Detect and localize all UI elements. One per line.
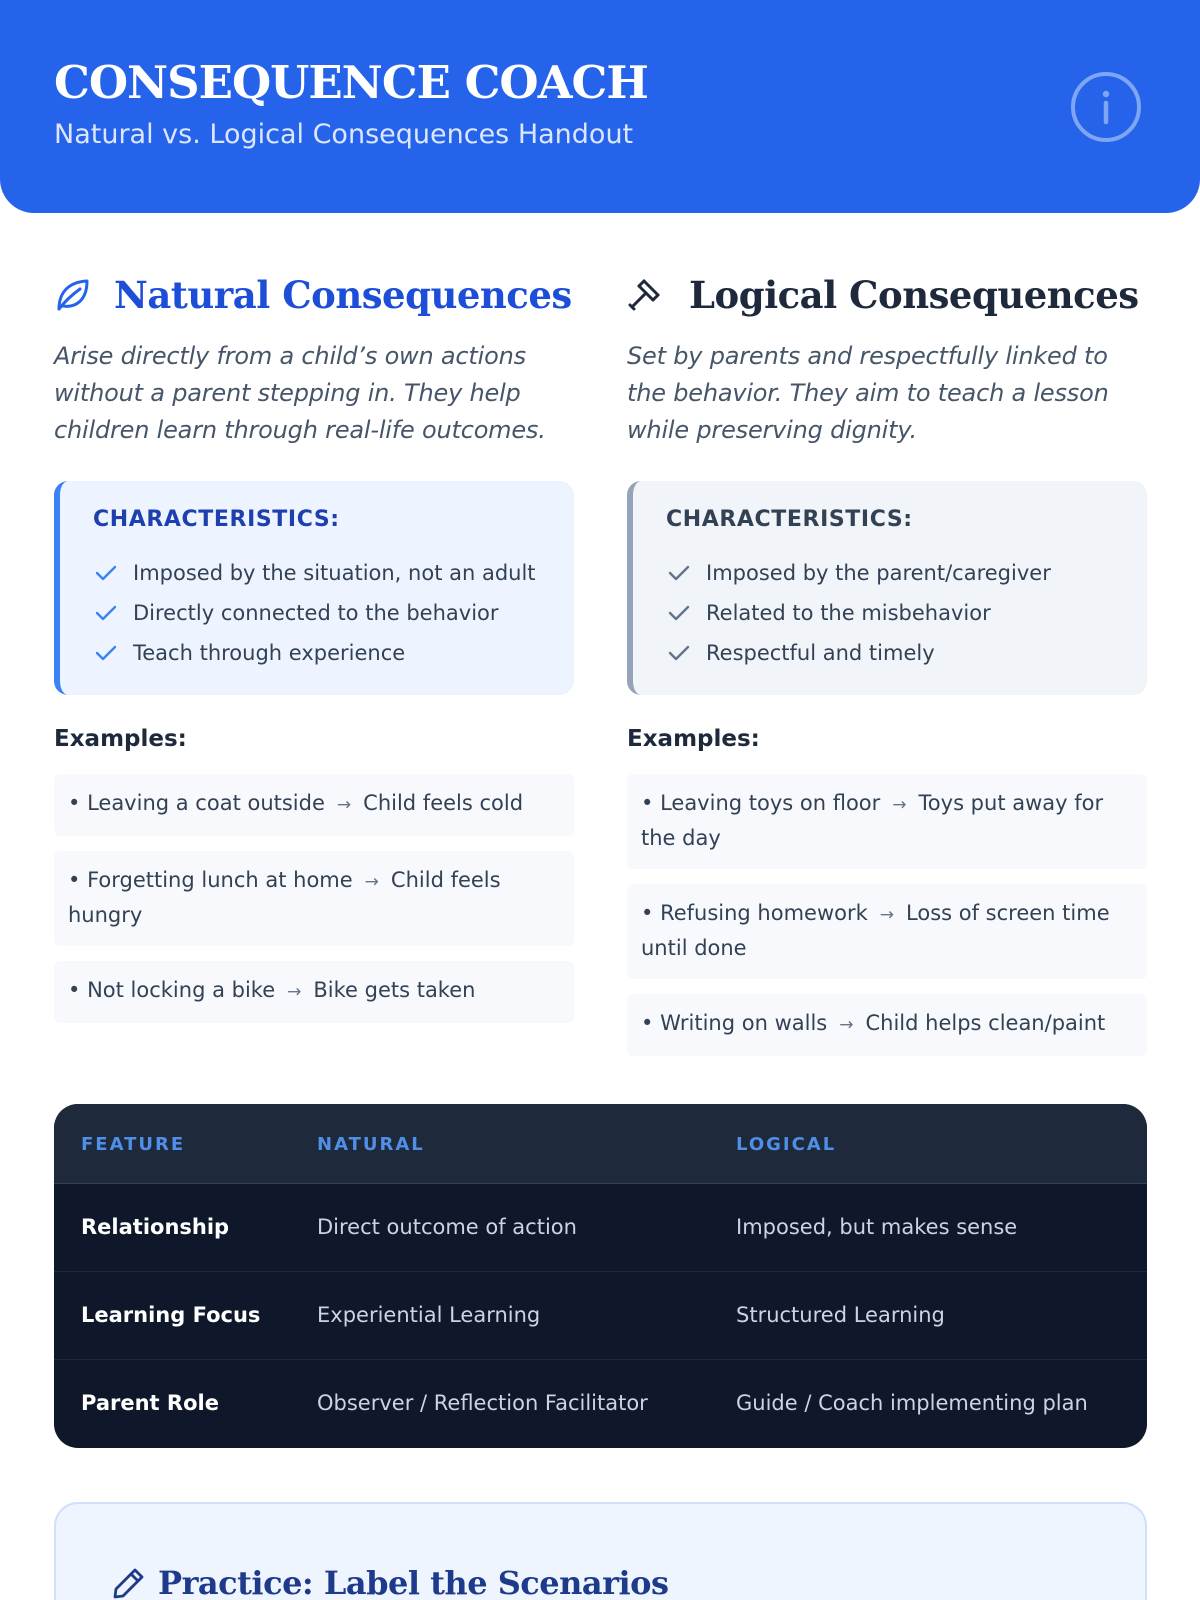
check-icon: [666, 560, 692, 586]
table-cell-feature: Learning Focus: [81, 1303, 261, 1327]
check-icon: [93, 640, 119, 666]
natural-title: Natural Consequences: [114, 273, 572, 317]
example-result: Toys put away for the day: [641, 791, 1104, 850]
table-cell-feature: Relationship: [81, 1215, 230, 1239]
check-icon: [93, 600, 119, 626]
table-cell-feature: Parent Role: [81, 1391, 219, 1415]
table-row: [54, 1184, 1147, 1272]
table-cell-logical: Guide / Coach implementing plan: [736, 1391, 1088, 1415]
characteristic-text: Teach through experience: [133, 641, 406, 665]
characteristic-text: Related to the misbehavior: [706, 601, 991, 625]
app-subtitle: Natural vs. Logical Consequences Handout: [54, 119, 634, 150]
list-item: [666, 553, 1147, 593]
natural-examples-list: [54, 774, 574, 1023]
natural-section: [54, 266, 574, 1038]
example-result: Child feels hungry: [68, 868, 501, 927]
logical-section: [627, 266, 1147, 1071]
arrow-right-icon: →: [879, 905, 895, 925]
list-item: [666, 633, 1147, 673]
example-result: Loss of screen time until done: [641, 901, 1110, 960]
check-icon: [93, 560, 119, 586]
example-action: Leaving toys on floor: [660, 791, 881, 815]
example-action: Refusing homework: [660, 901, 868, 925]
comparison-table: [54, 1104, 1147, 1448]
app-title: CONSEQUENCE COACH: [54, 56, 648, 109]
column-header-logical: LOGICAL: [736, 1134, 837, 1155]
table-cell-natural: Experiential Learning: [317, 1303, 541, 1327]
example-result: Child feels cold: [363, 791, 524, 815]
table-cell-logical: Imposed, but makes sense: [736, 1215, 1018, 1239]
column-header-feature: FEATURE: [81, 1134, 186, 1155]
table-row: [54, 1272, 1147, 1360]
table-cell-natural: Observer / Reflection Facilitator: [317, 1391, 648, 1415]
page-header: [0, 0, 1200, 213]
logical-examples-list: [627, 774, 1147, 1056]
example-item: • Forgetting lunch at home → Child feels hungry: [54, 851, 574, 946]
practice-section: [54, 1502, 1147, 1600]
example-item: • Not locking a bike → Bike gets taken: [54, 961, 574, 1023]
example-result: Child helps clean/paint: [865, 1011, 1106, 1035]
table-row: [54, 1360, 1147, 1448]
logical-title-row: [627, 266, 1147, 324]
table-cell-natural: Direct outcome of action: [317, 1215, 577, 1239]
practice-title-row: [112, 1564, 669, 1600]
logical-examples-heading: Examples:: [627, 726, 760, 752]
leaf-icon: [54, 276, 92, 314]
natural-characteristics-heading: CHARACTERISTICS:: [93, 507, 340, 532]
example-item: • Leaving a coat outside → Child feels cold: [54, 774, 574, 836]
list-item: [93, 553, 574, 593]
characteristic-text: Imposed by the parent/caregiver: [706, 561, 1051, 585]
example-item: • Refusing homework → Loss of screen time until done: [627, 884, 1147, 979]
natural-characteristics-box: [54, 481, 574, 695]
characteristic-text: Directly connected to the behavior: [133, 601, 499, 625]
gavel-icon: [627, 276, 667, 314]
arrow-right-icon: →: [287, 982, 302, 1002]
arrow-right-icon: →: [839, 1015, 854, 1035]
info-circle-icon[interactable]: [1069, 70, 1143, 144]
natural-characteristics-list: [93, 553, 574, 673]
column-header-natural: NATURAL: [317, 1134, 425, 1155]
example-action: Writing on walls: [660, 1011, 828, 1035]
logical-title: Logical Consequences: [689, 273, 1139, 317]
example-result: Bike gets taken: [313, 978, 476, 1002]
example-action: Leaving a coat outside: [87, 791, 325, 815]
example-item: • Leaving toys on floor → Toys put away for the day: [627, 774, 1147, 869]
logical-characteristics-list: [666, 553, 1147, 673]
characteristic-text: Respectful and timely: [706, 641, 935, 665]
arrow-right-icon: →: [336, 795, 352, 815]
table-header-row: [54, 1104, 1147, 1184]
example-action: Forgetting lunch at home: [87, 868, 353, 892]
natural-title-row: [54, 266, 574, 324]
logical-characteristics-heading: CHARACTERISTICS:: [666, 507, 913, 532]
natural-description: Arise directly from a child’s own actions without a parent stepping in. They help children learn through real-life outcomes.: [54, 342, 546, 444]
natural-examples-heading: Examples:: [54, 726, 187, 752]
arrow-right-icon: →: [892, 795, 907, 815]
list-item: [666, 593, 1147, 633]
list-item: [93, 593, 574, 633]
practice-title: Practice: Label the Scenarios: [158, 1564, 669, 1600]
list-item: [93, 633, 574, 673]
characteristic-text: Imposed by the situation, not an adult: [133, 561, 536, 585]
logical-characteristics-box: [627, 481, 1147, 695]
check-icon: [666, 640, 692, 666]
table-cell-logical: Structured Learning: [736, 1303, 945, 1327]
example-item: • Writing on walls → Child helps clean/paint: [627, 994, 1147, 1056]
logical-description: Set by parents and respectfully linked to the behavior. They aim to teach a lesson while preserving dignity.: [627, 342, 1109, 444]
arrow-right-icon: →: [364, 872, 379, 892]
example-action: Not locking a bike: [87, 978, 276, 1002]
pencil-icon: [112, 1566, 146, 1600]
check-icon: [666, 600, 692, 626]
